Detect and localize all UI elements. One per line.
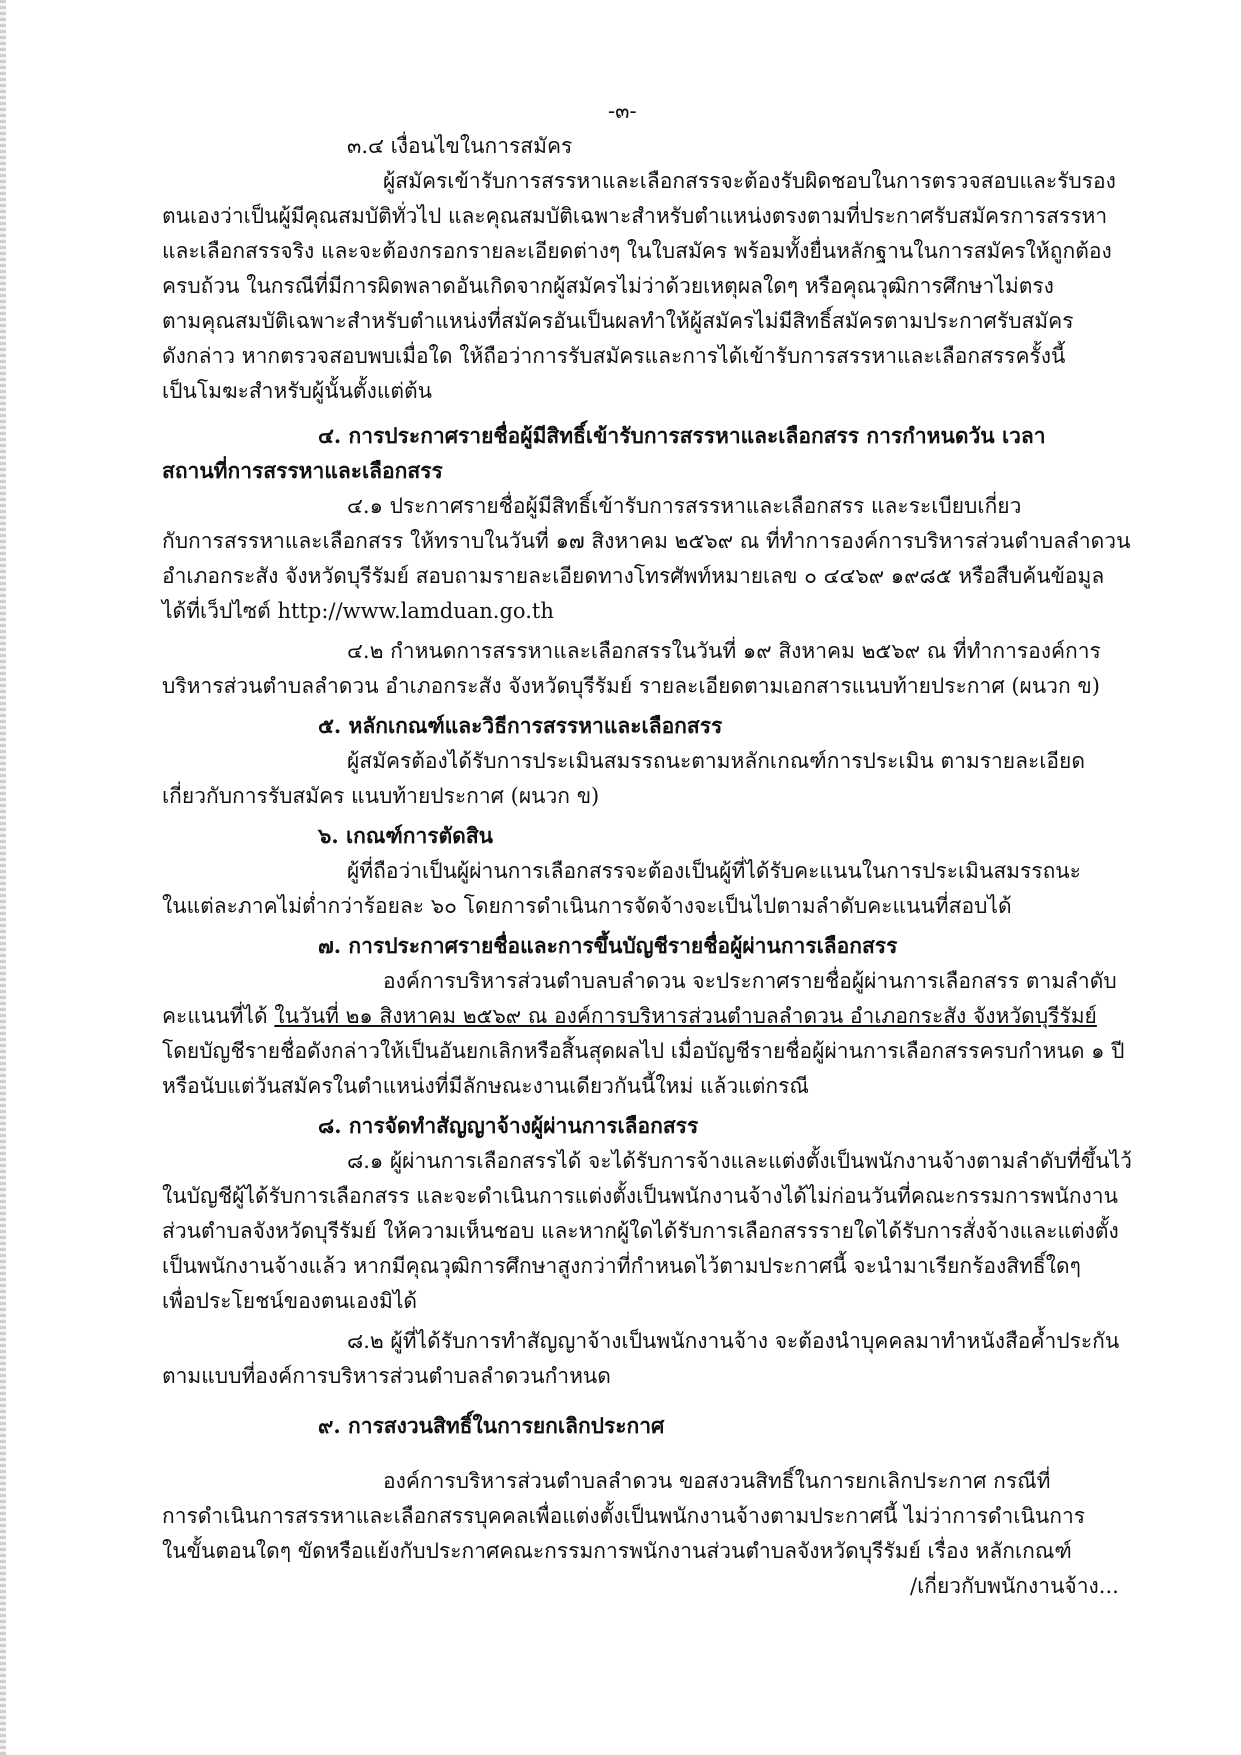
paragraph-line: เป็นโมฆะสำหรับผู้นั้นตั้งแต่ต้น bbox=[162, 379, 432, 403]
paragraph-line: เป็นพนักงานจ้างแล้ว หากมีคุณวุฒิการศึกษาสูงกว่าที่กำหนดไว้ตามประกาศนี้ จะนำมาเรียกร้องสิทธิ์ใดๆ bbox=[162, 1254, 1081, 1278]
paragraph-line: อำเภอกระสัง จังหวัดบุรีรัมย์ สอบถามรายละเอียดทางโทรศัพท์หมายเลข ๐ ๔๔๖๙ ๑๙๘๕ หรือสืบค้นข้อมูล bbox=[162, 564, 1105, 588]
paragraph-line: ในแต่ละภาคไม่ต่ำกว่าร้อยละ ๖๐ โดยการดำเนินการจัดจ้างจะเป็นไปตามลำดับคะแนนที่สอบได้ bbox=[162, 894, 1012, 918]
paragraph-line: ๘.๑ ผู้ผ่านการเลือกสรรได้ จะได้รับการจ้างและแต่งตั้งเป็นพนักงานจ้างตามลำดับที่ขึ้นไว้ bbox=[347, 1149, 1132, 1173]
section-9-heading: ๙. การสงวนสิทธิ์ในการยกเลิกประกาศ bbox=[318, 1413, 665, 1438]
paragraph-line: โดยบัญชีรายชื่อดังกล่าวให้เป็นอันยกเลิกหรือสิ้นสุดผลไป เมื่อบัญชีรายชื่อผู้ผ่านการเลือกสรรครบกำหนด ๑ ปี bbox=[162, 1039, 1125, 1063]
section-4-heading: ๔. การประกาศรายชื่อผู้มีสิทธิ์เข้ารับการสรรหาและเลือกสรร การกำหนดวัน เวลา bbox=[318, 423, 1046, 448]
paragraph-line: ตามแบบที่องค์การบริหารส่วนตำบลลำดวนกำหนด bbox=[162, 1364, 611, 1388]
section-6-heading: ๖. เกณฑ์การตัดสิน bbox=[318, 823, 493, 848]
paragraph-line: เพื่อประโยชน์ของตนเองมิได้ bbox=[162, 1289, 418, 1313]
paragraph-line: องค์การบริหารส่วนตำบลบลำดวน จะประกาศรายชื่อผู้ผ่านการเลือกสรร ตามลำดับ bbox=[383, 969, 1117, 993]
section-8-heading: ๘. การจัดทำสัญญาจ้างผู้ผ่านการเลือกสรร bbox=[318, 1113, 699, 1138]
paragraph-line: ๔.๒ กำหนดการสรรหาและเลือกสรรในวันที่ ๑๙ สิงหาคม ๒๕๖๙ ณ ที่ทำการองค์การ bbox=[347, 639, 1101, 663]
page-number: -๓- bbox=[608, 99, 637, 123]
paragraph-line: องค์การบริหารส่วนตำบลลำดวน ขอสงวนสิทธิ์ในการยกเลิกประกาศ กรณีที่ bbox=[383, 1469, 1051, 1493]
paragraph-line: ครบถ้วน ในกรณีที่มีการผิดพลาดอันเกิดจากผู้สมัครไม่ว่าด้วยเหตุผลใดๆ หรือคุณวุฒิการศึกษาไม่ตรง bbox=[162, 274, 1054, 298]
paragraph-line: บริหารส่วนตำบลลำดวน อำเภอกระสัง จังหวัดบุรีรัมย์ รายละเอียดตามเอกสารแนบท้ายประกาศ (ผนวก ข) bbox=[162, 674, 1100, 698]
paragraph-line: หรือนับแต่วันสมัครในตำแหน่งที่มีลักษณะงานเดียวกันนี้ใหม่ แล้วแต่กรณี bbox=[162, 1074, 809, 1098]
paragraph-line: เกี่ยวกับการรับสมัคร แนบท้ายประกาศ (ผนวก ข) bbox=[162, 784, 600, 808]
section-7-heading: ๗. การประกาศรายชื่อและการขึ้นบัญชีรายชื่อผู้ผ่านการเลือกสรร bbox=[318, 933, 898, 958]
section-5-heading: ๕. หลักเกณฑ์และวิธีการสรรหาและเลือกสรร bbox=[318, 713, 723, 738]
paragraph-line: ในบัญชีผู้ได้รับการเลือกสรร และจะดำเนินการแต่งตั้งเป็นพนักงานจ้างได้ไม่ก่อนวันที่คณะกรรมการพนักงาน bbox=[162, 1184, 1118, 1208]
paragraph-line: และเลือกสรรจริง และจะต้องกรอกรายละเอียดต่างๆ ในใบสมัคร พร้อมทั้งยื่นหลักฐานในการสมัครให้ถูกต้อง bbox=[162, 239, 1112, 263]
scan-edge-artifact bbox=[0, 0, 6, 1755]
paragraph-line: ๘.๒ ผู้ที่ได้รับการทำสัญญาจ้างเป็นพนักงานจ้าง จะต้องนำบุคคลมาทำหนังสือค้ำประกัน bbox=[347, 1329, 1120, 1353]
paragraph-line: ตามคุณสมบัติเฉพาะสำหรับตำแหน่งที่สมัครอันเป็นผลทำให้ผู้สมัครไม่มีสิทธิ์สมัครตามประกาศรับสมัคร bbox=[162, 309, 1074, 333]
paragraph-line: ตนเองว่าเป็นผู้มีคุณสมบัติทั่วไป และคุณสมบัติเฉพาะสำหรับตำแหน่งตรงตามที่ประกาศรับสมัครการสรรหา bbox=[162, 204, 1108, 228]
paragraph-line: ในขั้นตอนใดๆ ขัดหรือแย้งกับประกาศคณะกรรมการพนักงานส่วนตำบลจังหวัดบุรีรัมย์ เรื่อง หลักเกณฑ์ bbox=[162, 1539, 1072, 1563]
paragraph-line: ๔.๑ ประกาศรายชื่อผู้มีสิทธิ์เข้ารับการสรรหาและเลือกสรร และระเบียบเกี่ยว bbox=[347, 494, 1022, 518]
section-3-4-heading: ๓.๔ เงื่อนไขในการสมัคร bbox=[347, 134, 573, 158]
paragraph-line: ส่วนตำบลจังหวัดบุรีรัมย์ ให้ความเห็นชอบ และหากผู้ใดได้รับการเลือกสรรรายใดได้รับการสั่งจ้างและแต่งตั้ง bbox=[162, 1219, 1119, 1243]
paragraph-line: ดังกล่าว หากตรวจสอบพบเมื่อใด ให้ถือว่าการรับสมัครและการได้เข้ารับการสรรหาและเลือกสรรครั้งนี้ bbox=[162, 344, 1066, 368]
paragraph-line bbox=[162, 1001, 1097, 1031]
paragraph-line: กับการสรรหาและเลือกสรร ให้ทราบในวันที่ ๑๗ สิงหาคม ๒๕๖๙ ณ ที่ทำการองค์การบริหารส่วนตำบลลำดวน bbox=[162, 529, 1131, 553]
paragraph-line: การดำเนินการสรรหาและเลือกสรรบุคคลเพื่อแต่งตั้งเป็นพนักงานจ้างตามประกาศนี้ ไม่ว่าการดำเนินการ bbox=[162, 1504, 1086, 1528]
paragraph-line: ผู้สมัครต้องได้รับการประเมินสมรรถนะตามหลักเกณฑ์การประเมิน ตามรายละเอียด bbox=[347, 749, 1085, 773]
continuation-footer: /เกี่ยวกับพนักงานจ้าง... bbox=[910, 1574, 1119, 1598]
underlined-date-location: ในวันที่ ๒๑ สิงหาคม ๒๕๖๙ ณ องค์การบริหารส่วนตำบลลำดวน อำเภอกระสัง จังหวัดบุรีรัมย์ bbox=[274, 1004, 1097, 1028]
paragraph-line: ผู้สมัครเข้ารับการสรรหาและเลือกสรรจะต้องรับผิดชอบในการตรวจสอบและรับรอง bbox=[383, 169, 1116, 193]
text-segment: คะแนนที่ได้ bbox=[162, 1004, 268, 1028]
paragraph-line: ผู้ที่ถือว่าเป็นผู้ผ่านการเลือกสรรจะต้องเป็นผู้ที่ได้รับคะแนนในการประเมินสมรรถนะ bbox=[347, 859, 1081, 883]
section-4-heading-cont: สถานที่การสรรหาและเลือกสรร bbox=[162, 458, 443, 483]
paragraph-line: ได้ที่เว็ปไซต์ http://www.lamduan.go.th bbox=[162, 599, 554, 623]
